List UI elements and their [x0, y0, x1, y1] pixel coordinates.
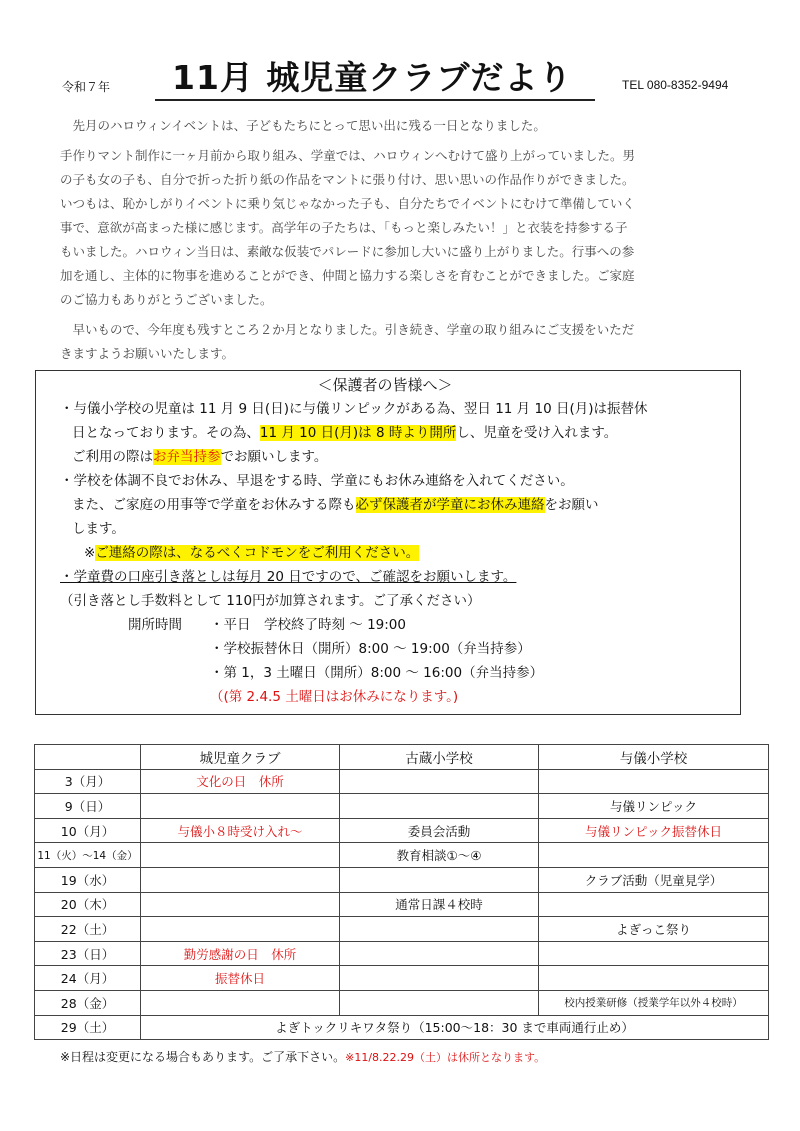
intro-text — [60, 114, 740, 366]
header-kozo: 古蔵小学校 — [340, 745, 539, 770]
highlight-codmon: ご連絡の際は、なるべくコドモンをご利用ください。 — [95, 545, 420, 561]
highlight-absence-contact: 必ず保護者が学童にお休み連絡 — [355, 497, 545, 513]
notice-line: ・学校を体調不良でお休み、早退をする時、学童にもお休み連絡を入れてください。 — [60, 473, 574, 489]
notice-line: （引き落とし手数料として 110円が加算されます。ご了承ください） — [60, 593, 481, 609]
intro-paragraph-2: 手作りマント制作に一ヶ月前から取り組み、学童では、ハロウィンへむけて盛り上がっていました。男 の子も女の子も、自分で折った折り紙の作品をマントに張り付け、思い思いの作品作りができました。 いつもは、恥かしがりイベントに乗り気じゃなかった子も、自分たちでイベントにむけて準備していく 事で、意欲が高まった様に感じます。高学年の子たちは、「もっと楽しみたい！」と衣装を持参する子 もいました。ハロウィン当日は、素敵な仮装でパレードに参加し大いに盛り上がりました。行事への参 加を通し、主体的に物事を進めることができ、仲間と協力する楽しさを育むことができました。ご家庭 のご協力もありがとうございました。 — [60, 148, 636, 307]
phone-number: TEL 080-8352-9494 — [622, 78, 729, 92]
header-club: 城児童クラブ — [141, 745, 340, 770]
table-row: 19（水） クラブ活動（児童見学） — [35, 867, 769, 892]
notice-line: します。 — [72, 521, 125, 537]
header-yogi: 与儀小学校 — [539, 745, 769, 770]
table-row: 23（日） 勤労感謝の日 休所 — [35, 941, 769, 966]
table-row: 10（月） 与儀小８時受け入れ～ 委員会活動 与儀リンピック振替休日 — [35, 818, 769, 843]
table-header-row — [35, 745, 769, 770]
highlight-bring-lunch: お弁当持参 — [153, 449, 221, 465]
table-row: 22（土） よぎっこ祭り — [35, 917, 769, 942]
footer-red-note: ※11/8.22.29（土）は休所となります。 — [345, 1051, 546, 1064]
notice-line: ・学童費の口座引き落としは毎月 20 日ですので、ご確認をお願いします。 — [60, 569, 517, 585]
closed-saturdays-note: （(第 2.4.5 土曜日はお休みになります。) — [210, 689, 459, 705]
era-label: 令和７年 — [62, 80, 111, 94]
hours-label: 開所時間 — [128, 617, 182, 633]
table-row: 9（日） 与儀リンピック — [35, 794, 769, 819]
notice-line: 日となっております。その為、11 月 10 日(月)は 8 時より開所し、児童を受け入れます。 — [72, 425, 618, 441]
hours-row: ・学校振替休日（開所）8:00 ～ 19:00（弁当持参） — [210, 641, 531, 657]
notice-line: ・与儀小学校の児童は 11 月 9 日(日)に与儀リンピックがある為、翌日 11 月 10 日(月)は振替休 — [60, 401, 648, 417]
schedule-table — [34, 744, 769, 1040]
table-row: 24（月） 振替休日 — [35, 966, 769, 991]
notice-line: ご利用の際はお弁当持参でお願いします。 — [72, 449, 328, 465]
table-row: 29（土） よぎトックリキワタ祭り（15:00～18：30 まで車両通行止め） — [35, 1015, 769, 1040]
title-underline — [155, 99, 595, 101]
hours-row: 開所時間 ・平日 学校終了時刻 ～ 19:00 — [60, 613, 730, 637]
notice-line: また、ご家庭の用事等で学童をお休みする際も必ず保護者が学童にお休み連絡をお願い — [72, 497, 599, 513]
table-row: 28（金） 校内授業研修（授業学年以外４校時） — [35, 990, 769, 1015]
notice-line: ※ご連絡の際は、なるべくコドモンをご利用ください。 — [84, 545, 420, 561]
notice-title: ＜保護者の皆様へ＞ — [317, 376, 453, 394]
notice-box — [35, 370, 741, 715]
intro-paragraph-1: 先月のハロウィンイベントは、子どもたちにとって思い出に残る一日となりました。 — [72, 118, 546, 133]
footer-note: ※日程は変更になる場合もあります。ご了承下さい。※11/8.22.29（土）は休所となります。 — [60, 1050, 546, 1064]
table-row: 11（火）～14（金） 教育相談①～④ — [35, 843, 769, 868]
newsletter-title: 11月 城児童クラブだより — [172, 58, 573, 97]
header-date — [35, 745, 141, 770]
highlight-open-8am: 11 月 10 日(月)は 8 時より開所 — [259, 425, 457, 441]
intro-paragraph-3: 早いもので、今年度も残すところ２か月となりました。引き続き、学童の取り組みにご支援をいただ きますようお願いいたします。 — [60, 322, 635, 361]
table-row: 20（木） 通常日課４校時 — [35, 892, 769, 917]
table-row: 3（月） 文化の日 休所 — [35, 769, 769, 794]
hours-row: ・第 1，3 土曜日（開所）8:00 ～ 16:00（弁当持参） — [210, 665, 544, 681]
